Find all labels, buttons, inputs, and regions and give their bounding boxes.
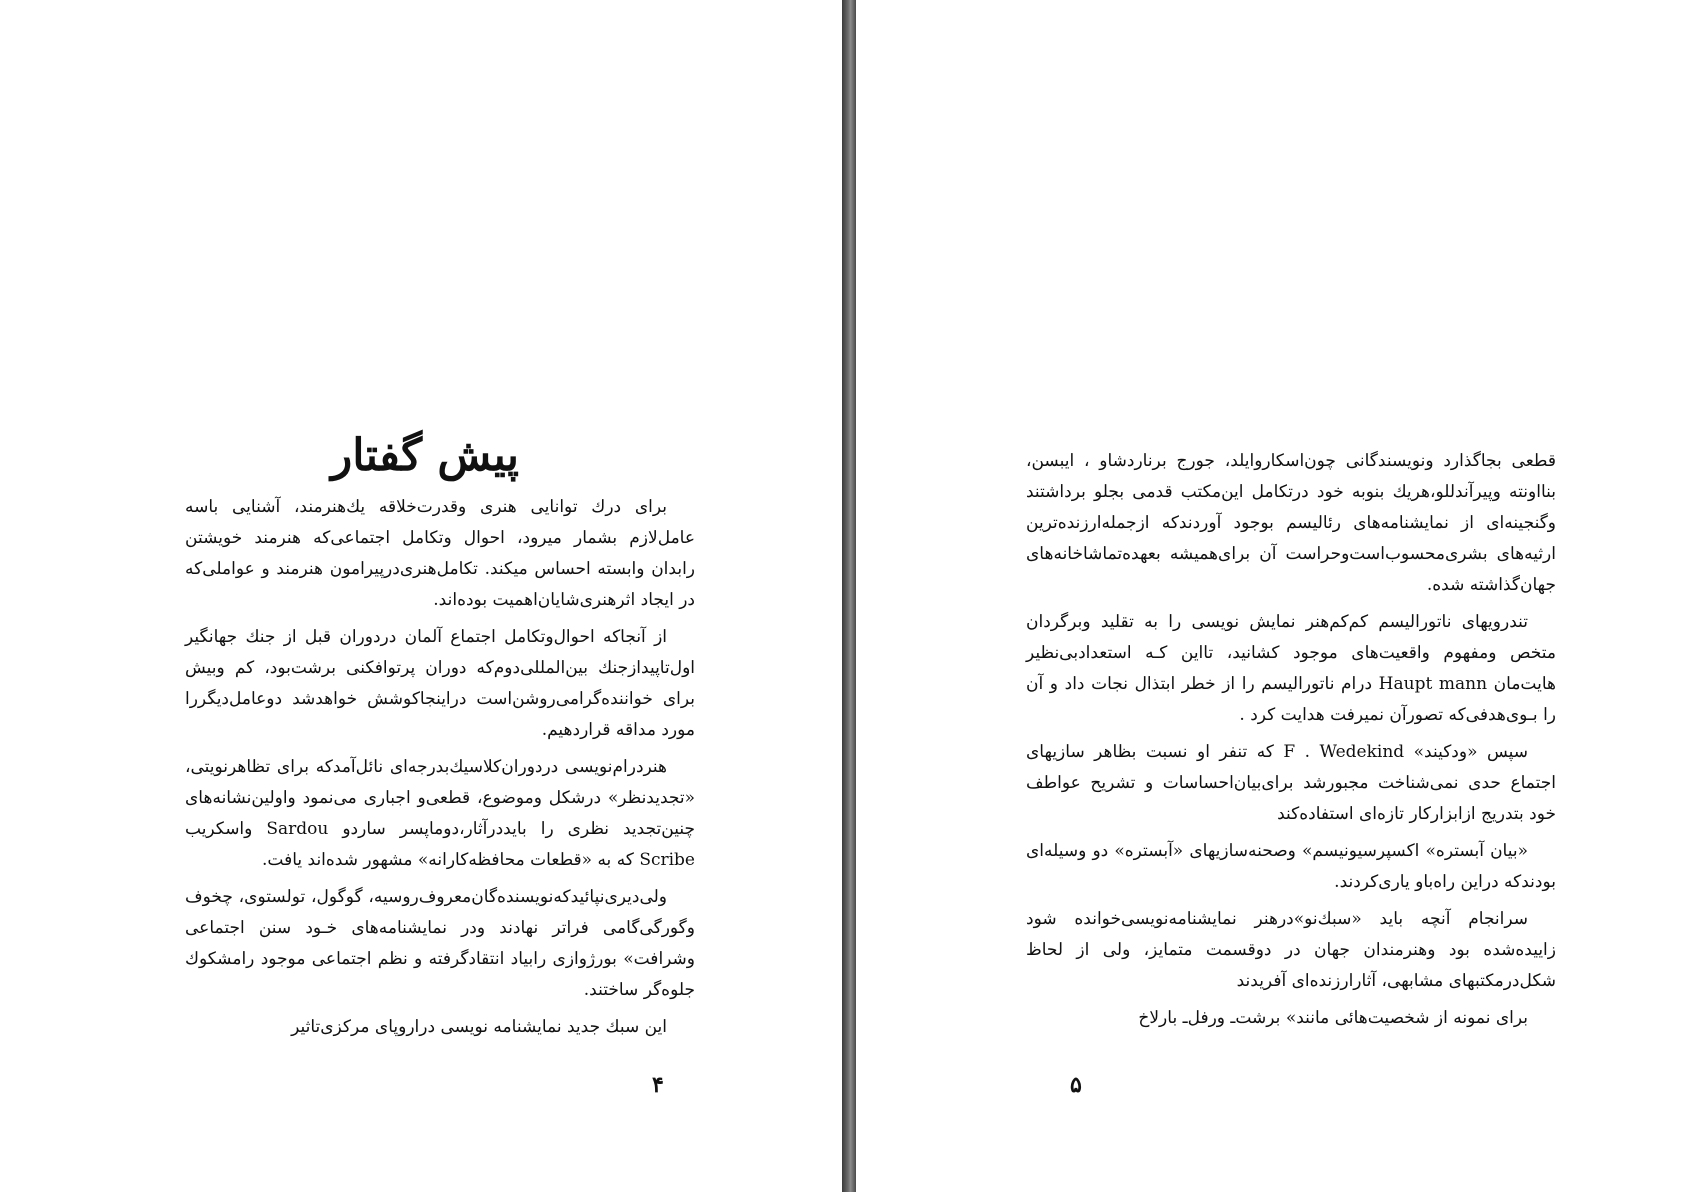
- paragraph: تندرویهای ناتورالیسم کم‌کم‌هنر نمایش نویسی را به تقلید وبرگردان متخص ومفهوم واقعیت‌های موجود کشانید، تااین کـه استعدادبی‌نظیر هایت‌مان Haupt mann درام ناتورالیسم را از خطر ابتذال نجات داد و آن را بـوی‌هدفی‌که تصورآن نمیرفت هدایت کرد .: [1026, 612, 1556, 725]
- right-page: [856, 0, 1696, 1192]
- page-title: پیش گفتار: [330, 430, 520, 481]
- paragraph: برای نمونه از شخصیت‌هائی مانند» برشت‌ـ ورفل‌ـ بارلاخ: [1138, 1008, 1528, 1028]
- paragraph: سپس «ودکیند» F . Wedekind که تنفر او نسبت بظاهر سازیهای اجتماع حدی نمی‌شناخت مجبورشد برای‌بیان‌احساسات و تشریح عواطف خود بتدریج ازابزارکار تازه‌ای استفاده‌کند: [1026, 742, 1556, 824]
- paragraph: «بیان آبستره» اکسپرسیونیسم» وصحنه‌سازیهای «آبستره» دو وسیله‌ای بودندکه دراین راه‌باو یاری‌کردند.: [1026, 841, 1556, 892]
- page-number: ۵: [1070, 1072, 1082, 1098]
- paragraph: از آنجاکه احوال‌وتکامل اجتماع آلمان دردوران قبل از جنك جهانگیر اول‌تاپیدازجنك بین‌المللی‌دوم‌که دوران پرتوافکنی برشت‌بود، کم وبیش برای خواننده‌گرامی‌روشن‌است دراینجاکوشش خواهدشد دوعامل‌دیگررا مورد مداقه قراردهیم.: [185, 627, 695, 740]
- paragraph: برای درك توانایی هنری وقدرت‌خلاقه یك‌هنرمند، آشنایی باسه عامل‌لازم بشمار میرود، احوال وتکامل اجتماعی‌که هنرمند خویشتن رابدان وابسته احساس میکند. تکامل‌هنری‌درپیرامون هنرمند و عواملی‌که در ایجاد اثرهنری‌شایان‌اهمیت بوده‌اند.: [185, 497, 695, 610]
- paragraph: قطعی بجاگذارد ونویسندگانی چون‌اسکاروایلد، جورج برناردشاو ، ایبسن، بنااونته وپیرآندللو،هریك بنوبه خود درتکامل این‌مکتب قدمی بجلو برداشتند وگنجینه‌ای از نمایشنامه‌های رئالیسم بوجود آوردندکه ازجمله‌ارزنده‌ترین ارثیه‌های بشری‌محسوب‌است‌وحراست آن برای‌همیشه بعهده‌تماشاخانه‌های جهان‌گذاشته شده.: [1026, 451, 1556, 595]
- paragraph: ولی‌دیری‌نپائیدکه‌نویسنده‌گان‌معروف‌روسیه، گوگول، تولستوی، چخوف وگورگی‌گامی فراتر نهادند ودر نمایشنامه‌های خـود سنن اجتماعی وشرافت» بورژوازی رابیاد انتقادگرفته و نظم اجتماعی موجود رامشکوك جلوه‌گر ساختند.: [185, 887, 695, 1000]
- paragraph: این سبك جدید نمایشنامه نویسی دراروپای مرکزی‌تاثیر: [291, 1017, 667, 1037]
- book-spine: [842, 0, 856, 1192]
- left-page-body: [185, 492, 695, 1049]
- paragraph: هنردرام‌نویسی دردوران‌کلاسیك‌بدرجه‌ای نائل‌آمدکه برای تظاهرنویتی، «تجدیدنظر» درشکل وموضوع، قطعی‌و اجباری می‌نمود واولین‌نشانه‌های چنین‌تجدید نظری را بایددرآثار،دوماپسر ساردو Sardou واسکریب Scribe که به «قطعات محافظه‌کارانه» مشهور شده‌اند یافت.: [185, 757, 695, 870]
- right-page-body: [1026, 446, 1556, 1040]
- paragraph: سرانجام آنچه باید «سبك‌نو»درهنر نمایشنامه‌نویسی‌خوانده شود زاییده‌شده بود وهنرمندان جهان در دوقسمت متمایز، ولی از لحاظ شکل‌درمکتبهای مشابهی، آثارارزنده‌ای آفریدند: [1026, 909, 1556, 991]
- page-number: ۴: [652, 1072, 664, 1098]
- left-page: [0, 0, 842, 1192]
